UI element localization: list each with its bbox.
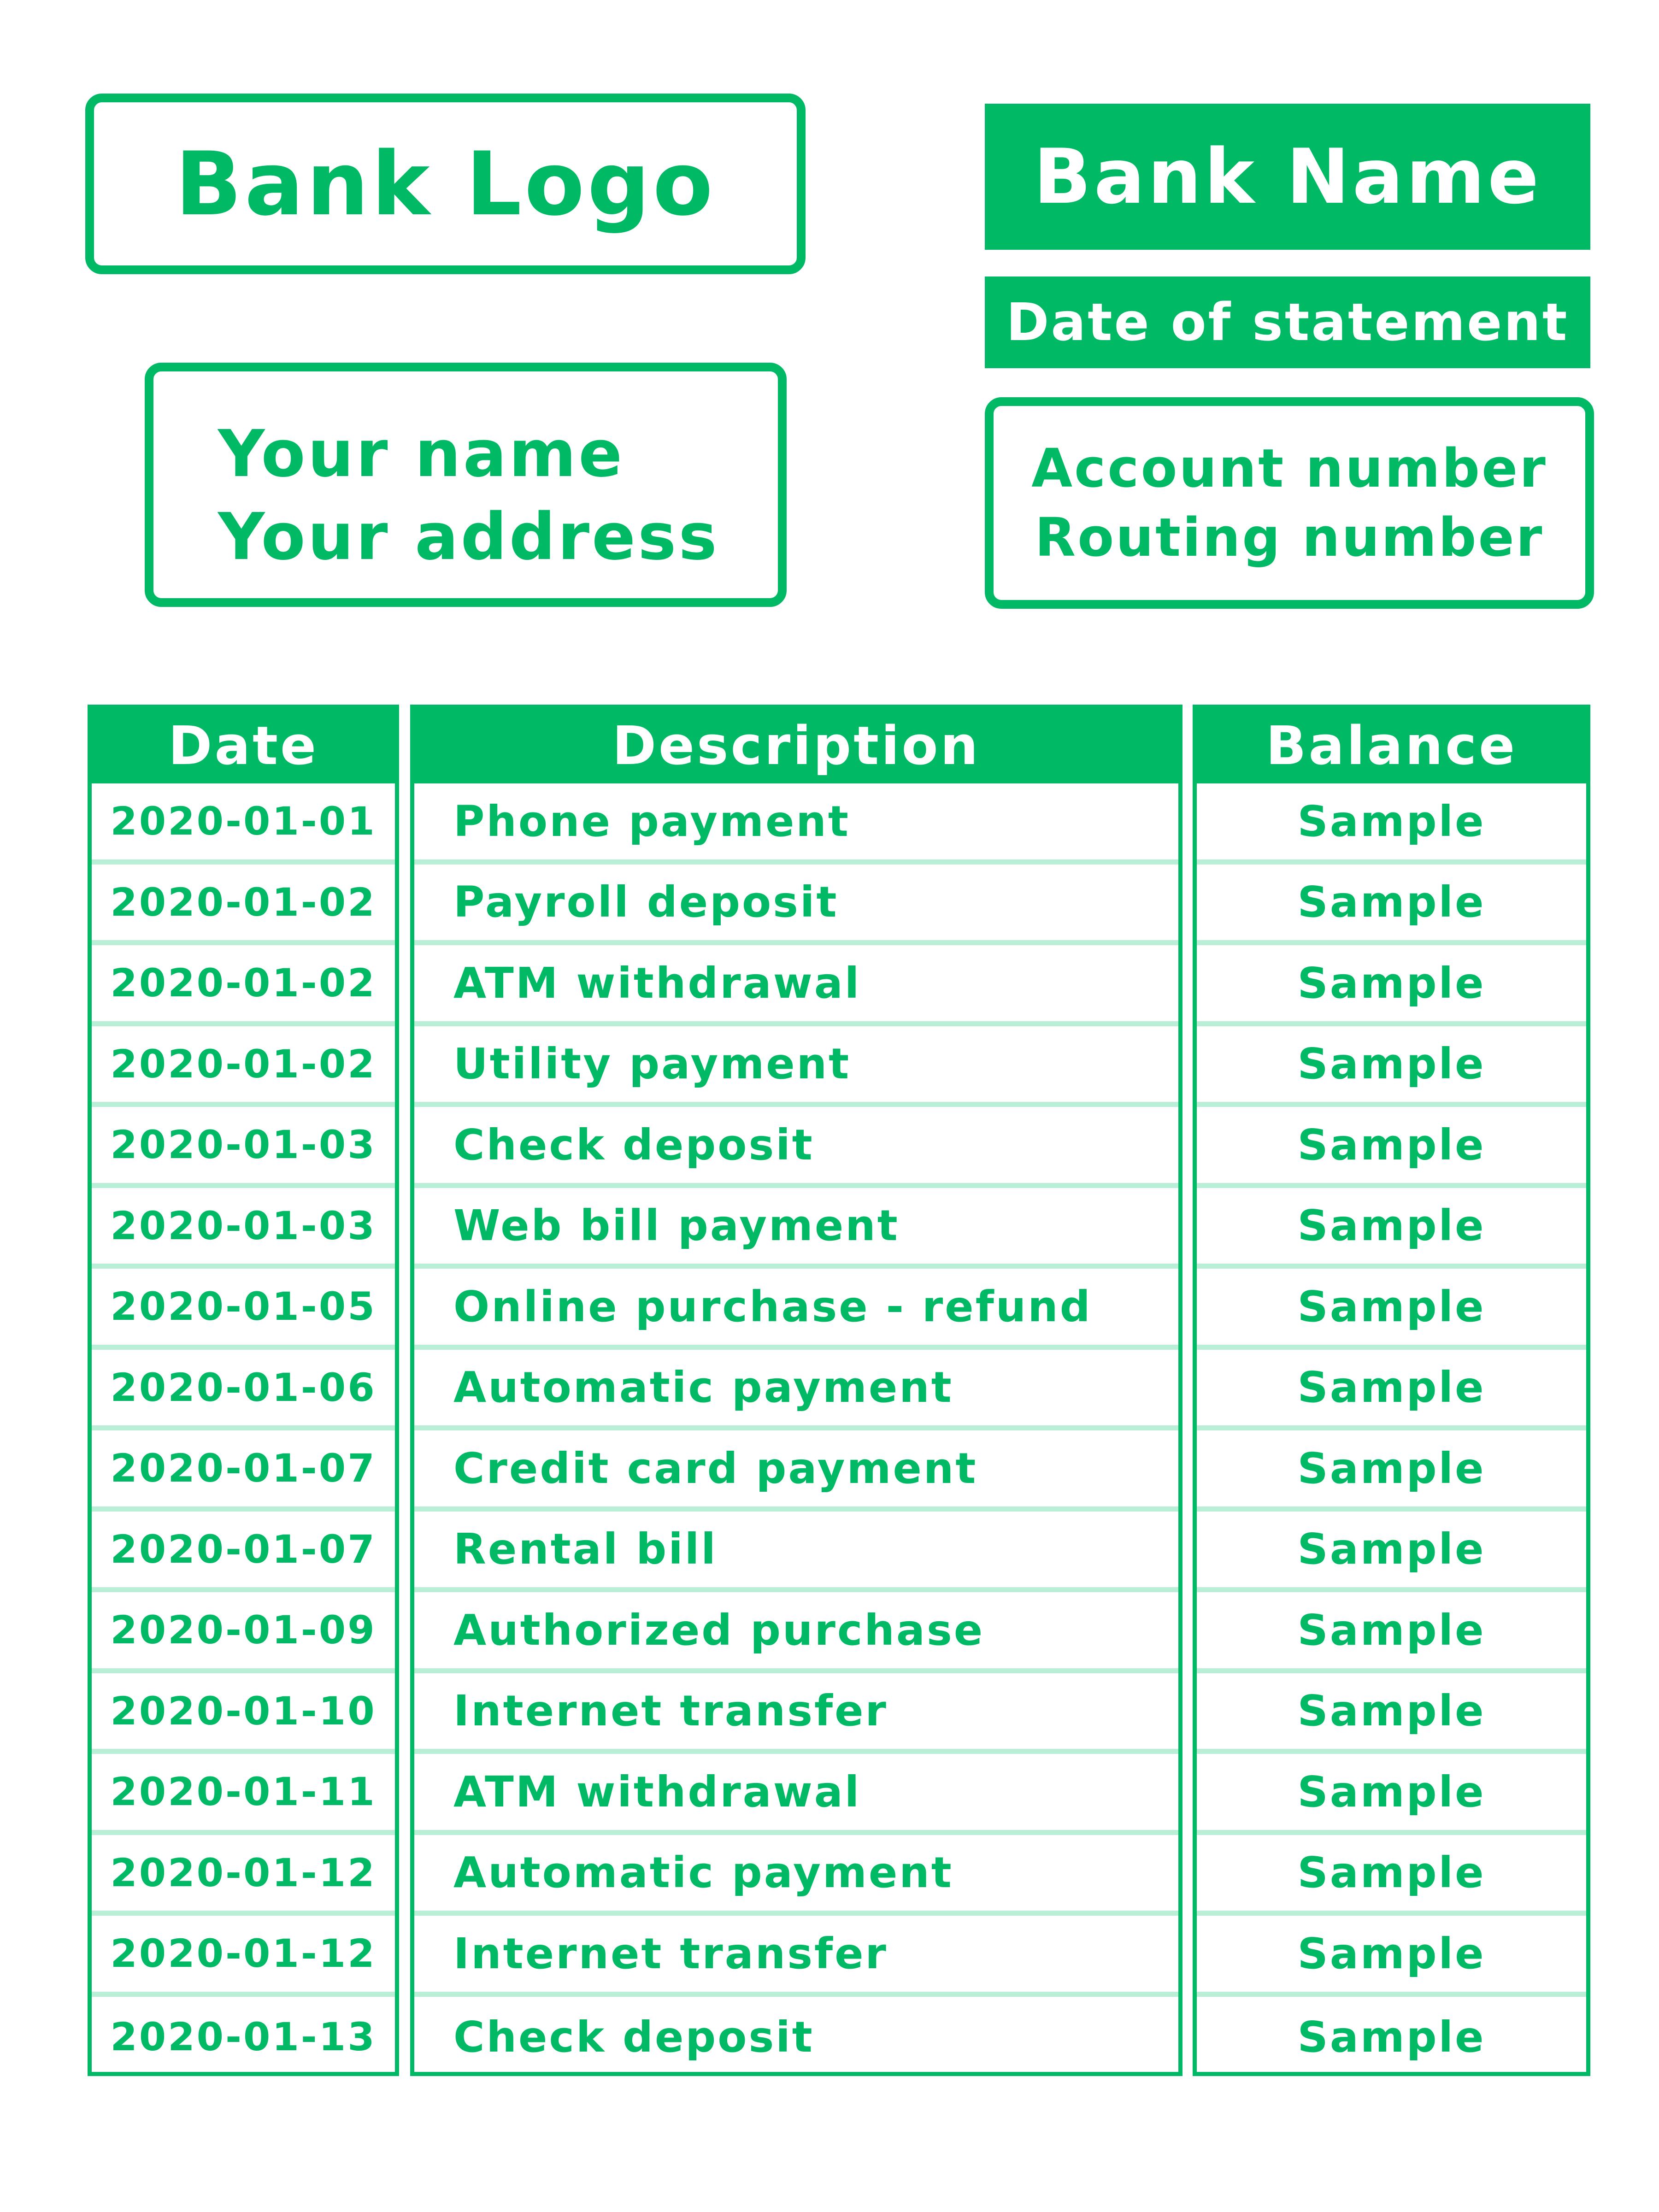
description-cell: Authorized purchase (414, 1592, 1178, 1673)
description-cell: Web bill payment (414, 1188, 1178, 1269)
date-cell: 2020-01-02 (92, 945, 395, 1026)
description-column-body (414, 783, 1178, 2077)
balance-cell: Sample (1197, 783, 1586, 865)
description-cell: Check deposit (414, 1107, 1178, 1188)
balance-cell: Sample (1197, 1430, 1586, 1512)
date-column-header: Date (92, 709, 395, 783)
date-cell: 2020-01-02 (92, 865, 395, 946)
description-cell: Automatic payment (414, 1350, 1178, 1431)
description-column (410, 705, 1182, 2076)
date-cell: 2020-01-05 (92, 1269, 395, 1350)
date-cell: 2020-01-10 (92, 1673, 395, 1754)
date-cell: 2020-01-07 (92, 1512, 395, 1593)
date-cell: 2020-01-03 (92, 1107, 395, 1188)
bank-logo-text: Bank Logo (175, 133, 716, 235)
balance-cell: Sample (1197, 945, 1586, 1026)
date-cell: 2020-01-01 (92, 783, 395, 865)
balance-cell: Sample (1297, 2012, 1486, 2062)
balance-cell: Sample (1197, 1026, 1586, 1107)
date-cell: 2020-01-07 (92, 1430, 395, 1512)
description-cell: ATM withdrawal (414, 945, 1178, 1026)
description-cell: Check deposit (453, 2012, 814, 2062)
description-cell: Payroll deposit (414, 865, 1178, 946)
balance-column-header: Balance (1197, 709, 1586, 783)
balance-cell: Sample (1197, 1916, 1586, 1997)
date-cell: 2020-01-12 (92, 1916, 395, 1997)
routing-number: Routing number (1035, 506, 1544, 569)
description-cell: Rental bill (414, 1512, 1178, 1593)
date-cell: 2020-01-13 (110, 2014, 377, 2060)
bank-logo-box (85, 94, 806, 274)
description-cell: ATM withdrawal (414, 1754, 1178, 1835)
balance-cell: Sample (1197, 1107, 1586, 1188)
balance-cell: Sample (1197, 1350, 1586, 1431)
balance-column (1193, 705, 1590, 2076)
statement-date-banner (985, 276, 1590, 368)
balance-column-body (1197, 783, 1586, 2077)
balance-cell: Sample (1197, 1673, 1586, 1754)
date-cell: 2020-01-09 (92, 1592, 395, 1673)
balance-cell: Sample (1197, 1512, 1586, 1593)
date-cell: 2020-01-11 (92, 1754, 395, 1835)
balance-cell: Sample (1197, 865, 1586, 946)
balance-cell: Sample (1197, 1754, 1586, 1835)
description-cell: Automatic payment (414, 1835, 1178, 1916)
balance-cell: Sample (1197, 1592, 1586, 1673)
statement-date-text: Date of statement (1006, 292, 1569, 353)
date-cell: 2020-01-02 (92, 1026, 395, 1107)
description-cell: Internet transfer (414, 1673, 1178, 1754)
balance-cell: Sample (1197, 1188, 1586, 1269)
date-column-body (92, 783, 395, 2077)
description-cell: Credit card payment (414, 1430, 1178, 1512)
date-column (88, 705, 399, 2076)
balance-cell: Sample (1197, 1835, 1586, 1916)
balance-cell: Sample (1197, 1269, 1586, 1350)
account-number: Account number (1031, 437, 1547, 500)
bank-name-text: Bank Name (1033, 133, 1542, 221)
account-info-box (985, 397, 1594, 609)
description-cell: Internet transfer (414, 1916, 1178, 1997)
customer-info-box (145, 363, 787, 607)
customer-address: Your address (218, 500, 719, 575)
description-cell: Online purchase - refund (414, 1269, 1178, 1350)
date-cell: 2020-01-06 (92, 1350, 395, 1431)
description-cell: Phone payment (414, 783, 1178, 865)
customer-name: Your name (218, 417, 625, 492)
date-cell: 2020-01-12 (92, 1835, 395, 1916)
description-cell: Utility payment (414, 1026, 1178, 1107)
description-column-header: Description (414, 709, 1178, 783)
bank-name-banner (985, 104, 1590, 250)
date-cell: 2020-01-03 (92, 1188, 395, 1269)
